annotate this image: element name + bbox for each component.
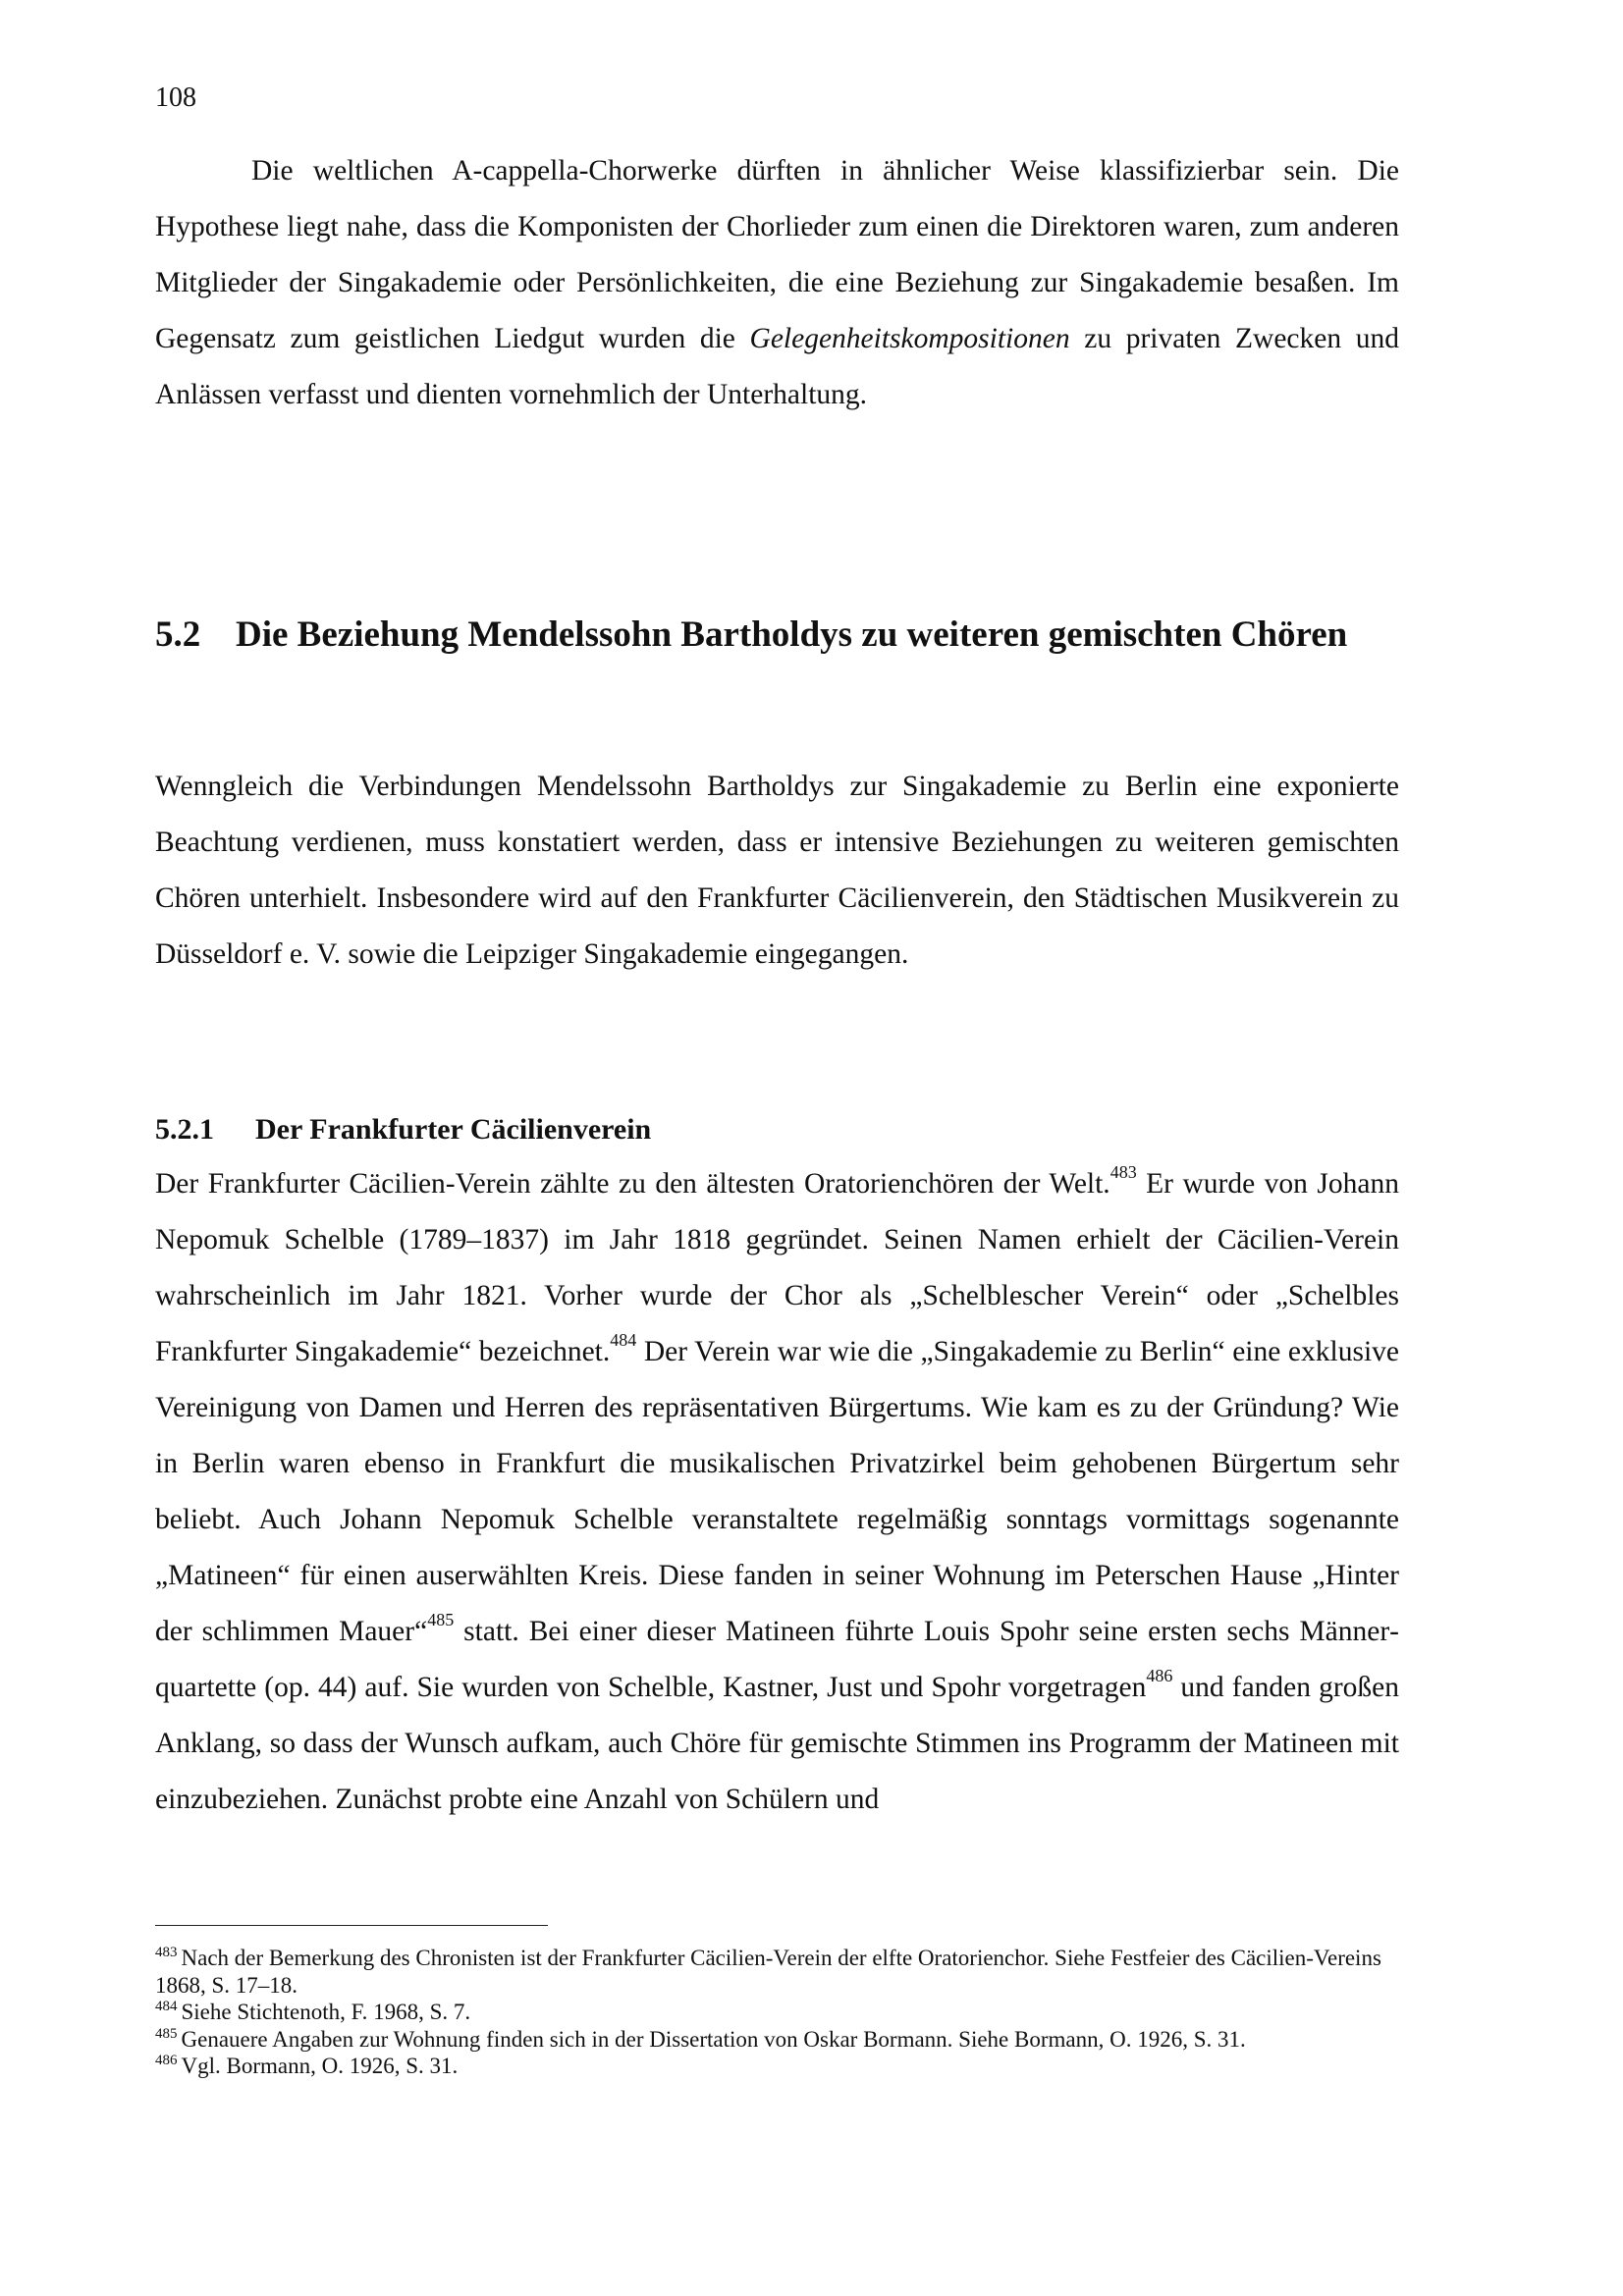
footnote-text: Vgl. Bormann, O. 1926, S. 31. (181, 2054, 459, 2078)
subsection-number: 5.2.1 (155, 1113, 214, 1146)
footnote-number: 483 (155, 1945, 178, 1960)
footnote-text: Nach der Bemerkung des Chronisten ist der Frankfurter Cäcilien-Verein der elfte Oratorienchor. Siehe Festfeier des Cäcilien-Vereins 1868, S. 17–18. (155, 1946, 1381, 1998)
footnote-number: 486 (155, 2053, 178, 2068)
section-paragraph: Wenngleich die Verbindungen Mendelssohn Bartholdys zur Singakademie zu Berlin eine exponierte Beachtung verdienen, muss konstatiert werden, dass er intensive Beziehungen zu weiteren gemischten Chören unterhielt. Insbesondere wird auf den Frankfurter Cäcilienverein, den Städtischen Musikverein zu Düsseldorf e. V. sowie die Leipziger Singakademie eingegangen. (155, 771, 1399, 970)
footnote-ref-485[interactable]: 485 (427, 1610, 455, 1629)
footnotes (155, 1945, 1399, 2080)
subsection-paragraph-block (155, 1156, 1399, 1828)
page-number: 108 (155, 82, 196, 113)
footnote-ref-484[interactable]: 484 (610, 1330, 637, 1350)
footnote-text: Genauere Angaben zur Wohnung finden sich in der Dissertation von Oskar Bormann. Siehe Bormann, O. 1926, S. 31. (181, 2026, 1246, 2052)
footnote-ref-486[interactable]: 486 (1146, 1666, 1173, 1685)
footnote-number: 485 (155, 2025, 178, 2042)
footnote-number: 484 (155, 1999, 178, 2014)
intro-emphasis: Gelegenheitskompositionen (749, 323, 1070, 354)
footnote (155, 2053, 1399, 2080)
intro-paragraph (155, 143, 1399, 423)
footnote-text: Siehe Stichtenoth, F. 1968, S. 7. (181, 2000, 471, 2024)
subsection-paragraph (155, 1156, 1399, 1828)
subsection-title: Der Frankfurter Cäcilienverein (255, 1113, 652, 1146)
subsection-text-5: und fanden großen Anklang, so dass der Wunsch aufkam, auch Chöre für gemischte Stimmen ins Programm der Matineen mit einzubeziehen. Zunächst probte eine Anzahl von Schülern und (155, 1672, 1399, 1815)
section-paragraph-block (155, 759, 1399, 983)
intro-text-part2: zu privaten Zwecken und Anlässen verfasst und dienten vornehmlich der Unterhaltung. (155, 323, 1399, 410)
section-number: 5.2 (155, 614, 201, 655)
footnote-ref-483[interactable]: 483 (1109, 1162, 1137, 1182)
footnote (155, 1945, 1399, 1999)
footnote (155, 1999, 1399, 2026)
subsection-text-3: Der Verein war wie die „Singakademie zu Berlin“ eine exklusive Vereinigung von Damen und Herren des repräsentativen Bürgertums. Wie kam es zu der Gründung? Wie in Berlin waren ebenso in Frankfurt die musikalischen Privatzirkel beim gehobenen Bürgertum sehr beliebt. Auch Johann Nepomuk Schelble veranstaltete regelmäßig sonntags vormittags sogenannte „Matineen“ für einen auserwählten Kreis. Diese fanden in seiner Wohnung im Peterschen Hause „Hinter der schlimmen Mauer“ (155, 1336, 1399, 1647)
subsection-heading (155, 1102, 1399, 1157)
footnote (155, 2026, 1399, 2054)
subsection-text-1: Der Frankfurter Cäcilien-Verein zählte zu den ältesten Oratorienchören der Welt. (155, 1168, 1110, 1200)
intro-paragraph-block (155, 143, 1399, 423)
subsection-text-4: statt. Bei einer dieser Matineen führte Louis Spohr seine ersten sechs Männerquartette (op. 44) auf. Sie wurden von Schelble, Kastner, Just und Spohr vorgetragen (155, 1616, 1399, 1703)
footnote-divider (155, 1925, 548, 1926)
section-heading (155, 601, 1399, 669)
intro-text-part1: Die weltlichen A-cappella-Chorwerke dürften in ähnlicher Weise klassifizierbar sein. Die Hypothese liegt nahe, dass die Komponisten der Chorlieder zum einen die Direktoren waren, zum anderen Mitglieder der Singakademie oder Persönlichkeiten, die eine Beziehung zur Singakademie besaßen. Im Gegensatz zum geistlichen Liedgut wurden die (155, 155, 1399, 354)
subsection-text-2: Er wurde von Johann Nepomuk Schelble (1789–1837) im Jahr 1818 gegründet. Seinen Namen erhielt der Cäcilien-Verein wahrscheinlich im Jahr 1821. Vorher wurde der Chor als „Schelblescher Verein“ oder „Schelbles Frankfurter Singakademie“ bezeichnet. (155, 1168, 1399, 1367)
section-title: Die Beziehung Mendelssohn Bartholdys zu weiteren gemischten Chören (236, 614, 1348, 655)
